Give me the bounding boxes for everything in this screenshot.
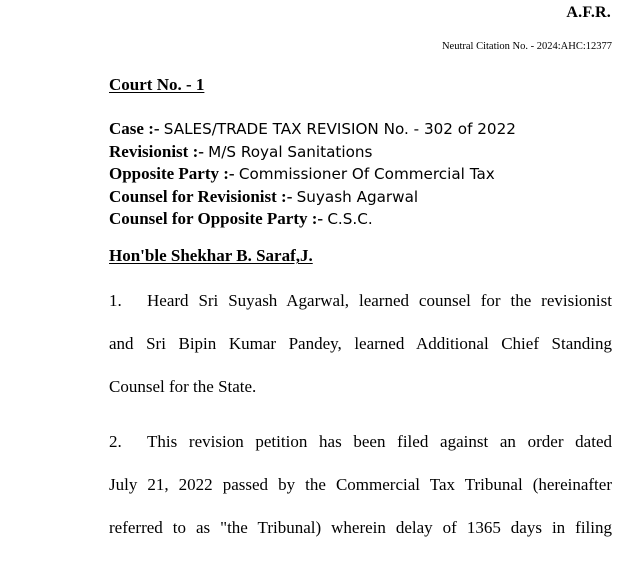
neutral-citation: Neutral Citation No. - 2024:AHC:12377 — [441, 41, 612, 52]
counsel-revisionist-label: Counsel for Revisionist :- — [109, 186, 293, 206]
counsel-revisionist-row — [109, 186, 599, 209]
counsel-opposite-row — [109, 208, 599, 231]
paragraph-text: and Sri Bipin Kumar Pandey, learned Additional Chief Standing — [109, 334, 612, 353]
counsel-revisionist-value: Suyash Agarwal — [296, 187, 419, 206]
afr-mark: A.F.R. — [566, 4, 611, 21]
paragraph-line — [109, 291, 612, 334]
paragraph-text: referred to as "the Tribunal) wherein delay of 1365 days in filing — [109, 518, 612, 537]
paragraph-number: 1. — [109, 291, 122, 310]
paragraph-1 — [109, 291, 612, 420]
paragraph-line — [109, 377, 612, 420]
case-row — [109, 118, 599, 141]
paragraph-text: Heard Sri Suyash Agarwal, learned counsel for the revisionist — [147, 291, 612, 310]
revisionist-row — [109, 141, 599, 164]
paragraph-line — [109, 432, 612, 475]
court-number: Court No. - 1 — [109, 75, 205, 94]
paragraph-number: 2. — [109, 432, 122, 451]
paragraph-2 — [109, 432, 612, 561]
case-details — [109, 118, 599, 231]
counsel-opposite-value: C.S.C. — [327, 210, 373, 228]
paragraph-text: July 21, 2022 passed by the Commercial Tax Tribunal (hereinafter — [109, 475, 612, 494]
revisionist-value: M/S Royal Sanitations — [208, 142, 373, 161]
opposite-party-value: Commissioner Of Commercial Tax — [238, 165, 495, 183]
judge-name: Hon'ble Shekhar B. Saraf,J. — [109, 246, 313, 265]
paragraph-text: Counsel for the State. — [109, 377, 257, 396]
counsel-opposite-label: Counsel for Opposite Party :- — [109, 209, 324, 228]
paragraph-first-line — [109, 291, 612, 334]
opposite-party-row — [109, 163, 599, 186]
paragraph-line — [109, 518, 612, 561]
case-value: SALES/TRADE TAX REVISION No. - 302 of 2022 — [163, 120, 516, 138]
revisionist-label: Revisionist :- — [109, 141, 204, 161]
paragraph-line — [109, 475, 612, 518]
paragraph-text: This revision petition has been filed against an order dated — [147, 432, 612, 451]
opposite-party-label: Opposite Party :- — [109, 164, 235, 183]
case-label: Case :- — [109, 119, 160, 138]
paragraph-line — [109, 334, 612, 377]
